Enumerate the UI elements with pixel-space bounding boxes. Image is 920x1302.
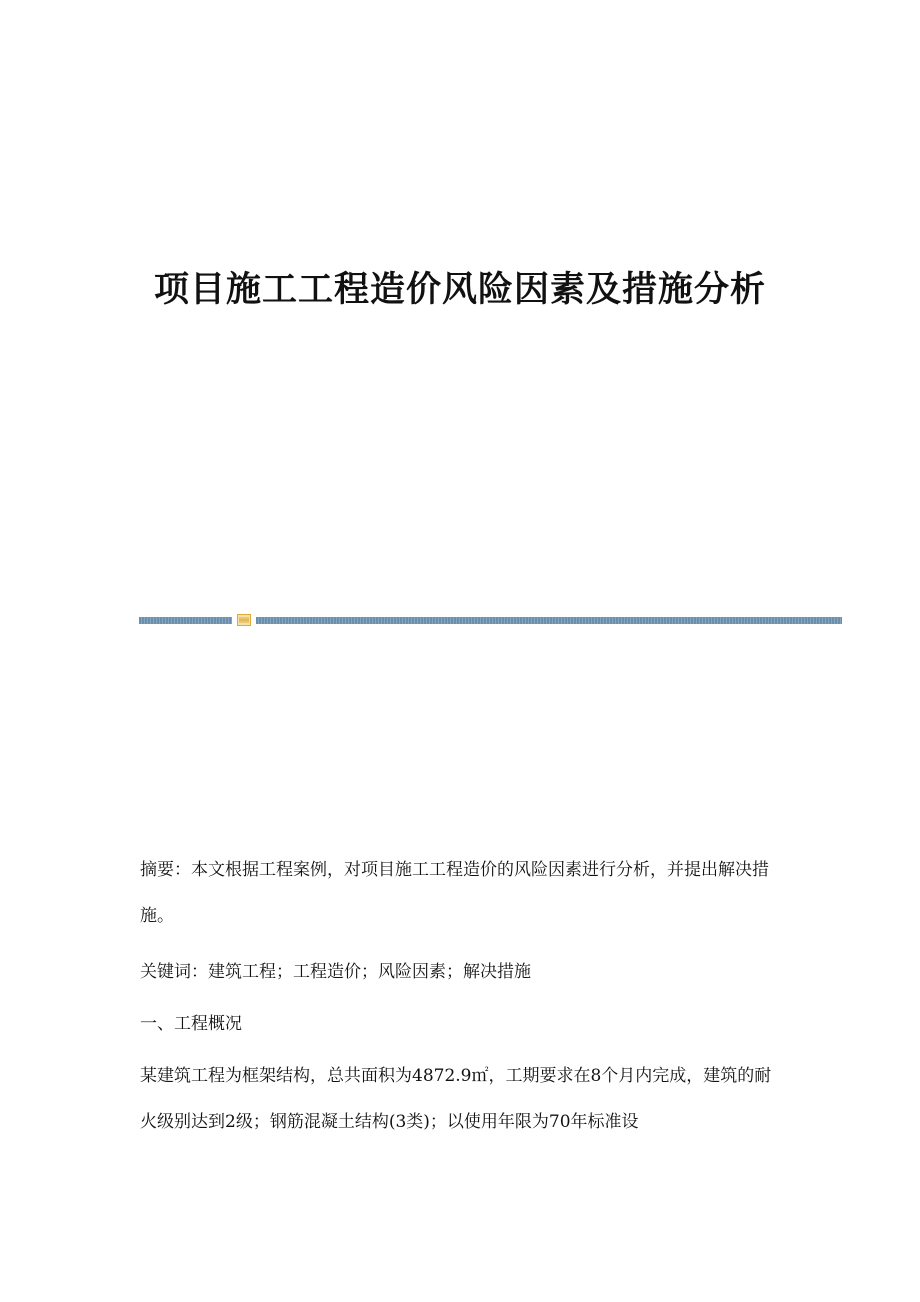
divider-bar-left [139,617,232,624]
page-title: 项目施工工程造价风险因素及措施分析 [153,270,766,310]
divider-bar-right [256,617,842,624]
section-heading: 一、工程概况 [140,1014,242,1034]
abstract-text: 本文根据工程案例，对项目施工工程造价的风险因素进行分析，并提出解决措施。 [140,860,769,926]
divider-ornament-icon [237,614,251,626]
overview-paragraph: 某建筑工程为框架结构，总共面积为4872.9㎡，工期要求在8个月内完成，建筑的耐火级别达到2级；钢筋混凝土结构(3类)；以使用年限为70年标准设 [140,1066,772,1132]
keywords-paragraph [140,949,780,995]
abstract-paragraph [140,847,780,939]
title-divider [139,614,842,626]
abstract-label: 摘要： [140,860,191,880]
keywords-text: 建筑工程；工程造价；风险因素；解决措施 [208,962,531,982]
keywords-label: 关键词： [140,962,208,982]
